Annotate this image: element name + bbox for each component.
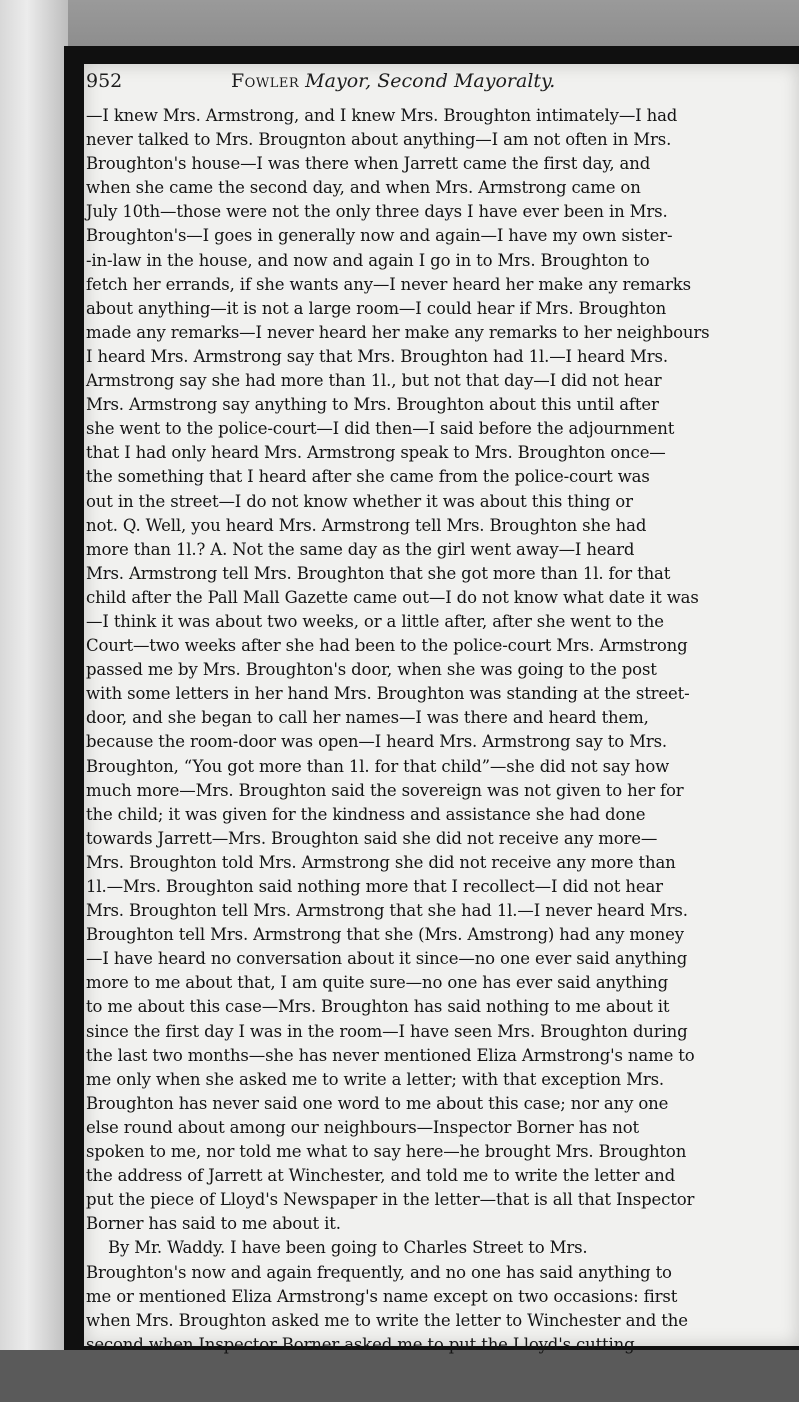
text-line: the child; it was given for the kindness and assistance she had done (86, 804, 646, 824)
text-line: July 10th—those were not the only three days I have ever been in Mrs. (86, 202, 668, 222)
text-line: when she came the second day, and when Mrs. Armstrong came on (86, 178, 641, 198)
text-line: Armstrong say she had more than 1l., but not that day—I did not hear (86, 371, 662, 391)
text-line: Mrs. Armstrong say anything to Mrs. Broughton about this until after (86, 395, 659, 415)
text-line: to me about this case—Mrs. Broughton has said nothing to me about it (86, 997, 670, 1017)
text-line: me only when she asked me to write a letter; with that exception Mrs. (86, 1069, 665, 1089)
body-text (86, 104, 716, 1357)
text-line: towards Jarrett—Mrs. Broughton said she did not receive any more— (86, 828, 658, 848)
text-line: Broughton's now and again frequently, and no one has said anything to (86, 1262, 672, 1282)
paragraph-testimony (86, 104, 716, 1236)
text-line: child after the Pall Mall Gazette came out—I do not know what date it was (86, 587, 699, 607)
text-line: out in the street—I do not know whether it was about this thing or (86, 491, 633, 511)
text-line: me or mentioned Eliza Armstrong's name except on two occasions: first (86, 1286, 678, 1306)
text-line: Broughton has never said one word to me about this case; nor any one (86, 1093, 669, 1113)
text-line: Mrs. Broughton tell Mrs. Armstrong that she had 1l.—I never heard Mrs. (86, 901, 688, 921)
text-line: Broughton, “You got more than 1l. for that child”—she did not say how (86, 756, 670, 776)
paragraph-cross-examination (86, 1236, 716, 1356)
text-line: fetch her errands, if she wants any—I never heard her make any remarks (86, 274, 691, 294)
running-head-italic: Mayor, Second Mayoralty. (305, 70, 556, 92)
text-line: —I knew Mrs. Armstrong, and I knew Mrs. Broughton intimately—I had (86, 106, 678, 125)
text-line: because the room-door was open—I heard Mrs. Armstrong say to Mrs. (86, 732, 668, 752)
text-line: Borner has said to me about it. (86, 1214, 341, 1234)
text-line: spoken to me, nor told me what to say here—he brought Mrs. Broughton (86, 1142, 687, 1162)
running-head (231, 70, 555, 92)
text-line: the last two months—she has never mentioned Eliza Armstrong's name to (86, 1045, 695, 1065)
text-line: more than 1l.? A. Not the same day as the girl went away—I heard (86, 539, 635, 559)
text-line: the address of Jarrett at Winchester, and told me to write the letter and (86, 1166, 676, 1186)
text-line: 1l.—Mrs. Broughton said nothing more that I recollect—I did not hear (86, 877, 663, 896)
text-line: -in-law in the house, and now and again I go in to Mrs. Broughton to (86, 250, 650, 270)
text-line: she went to the police-court—I did then—I said before the adjournment (86, 419, 675, 439)
text-line: Broughton tell Mrs. Armstrong that she (Mrs. Amstrong) had any money (86, 925, 684, 945)
text-line: I heard Mrs. Armstrong say that Mrs. Broughton had 1l.—I heard Mrs. (86, 346, 668, 366)
text-line: else round about among our neighbours—Inspector Borner has not (86, 1117, 640, 1137)
text-line: door, and she began to call her names—I was there and heard them, (86, 708, 649, 728)
text-line: By Mr. Waddy. I have been going to Charles Street to Mrs. (108, 1238, 588, 1258)
text-line: Mrs. Armstrong tell Mrs. Broughton that she got more than 1l. for that (86, 563, 671, 583)
scan-page-edge (0, 0, 68, 1402)
text-line: Broughton's house—I was there when Jarrett came the first day, and (86, 154, 651, 174)
text-line: when Mrs. Broughton asked me to write the letter to Winchester and the (86, 1310, 688, 1330)
text-line: second when Inspector Borner asked me to put the Lloyd's cutting (86, 1334, 635, 1354)
text-line: put the piece of Lloyd's Newspaper in the letter—that is all that Inspector (86, 1190, 695, 1210)
text-line: never talked to Mrs. Brougnton about anything—I am not often in Mrs. (86, 130, 672, 150)
scan-background-bottom (0, 1350, 799, 1402)
text-line: Broughton's—I goes in generally now and again—I have my own sister- (86, 226, 673, 246)
text-line: with some letters in her hand Mrs. Broughton was standing at the street- (86, 684, 690, 704)
text-line: more to me about that, I am quite sure—no one has ever said anything (86, 973, 669, 993)
text-line: that I had only heard Mrs. Armstrong speak to Mrs. Broughton once— (86, 443, 666, 463)
page-header (86, 70, 686, 100)
text-line: —I think it was about two weeks, or a little after, after she went to the (86, 611, 664, 631)
text-line: —I have heard no conversation about it since—no one ever said anything (86, 949, 688, 969)
text-line: made any remarks—I never heard her make any remarks to her neighbours (86, 322, 710, 342)
text-line: since the first day I was in the room—I have seen Mrs. Broughton during (86, 1021, 688, 1041)
text-line: Mrs. Broughton told Mrs. Armstrong she did not receive any more than (86, 852, 676, 872)
text-line: Court—two weeks after she had been to the police-court Mrs. Armstrong (86, 636, 688, 656)
text-line: the something that I heard after she came from the police-court was (86, 467, 650, 487)
running-head-name: Fowler (231, 70, 300, 92)
text-line: about anything—it is not a large room—I could hear if Mrs. Broughton (86, 298, 667, 318)
text-line: passed me by Mrs. Broughton's door, when she was going to the post (86, 660, 657, 680)
text-line: much more—Mrs. Broughton said the sovereign was not given to her for (86, 780, 684, 800)
text-line: not. Q. Well, you heard Mrs. Armstrong tell Mrs. Broughton she had (86, 515, 647, 535)
page-number: 952 (86, 70, 123, 92)
